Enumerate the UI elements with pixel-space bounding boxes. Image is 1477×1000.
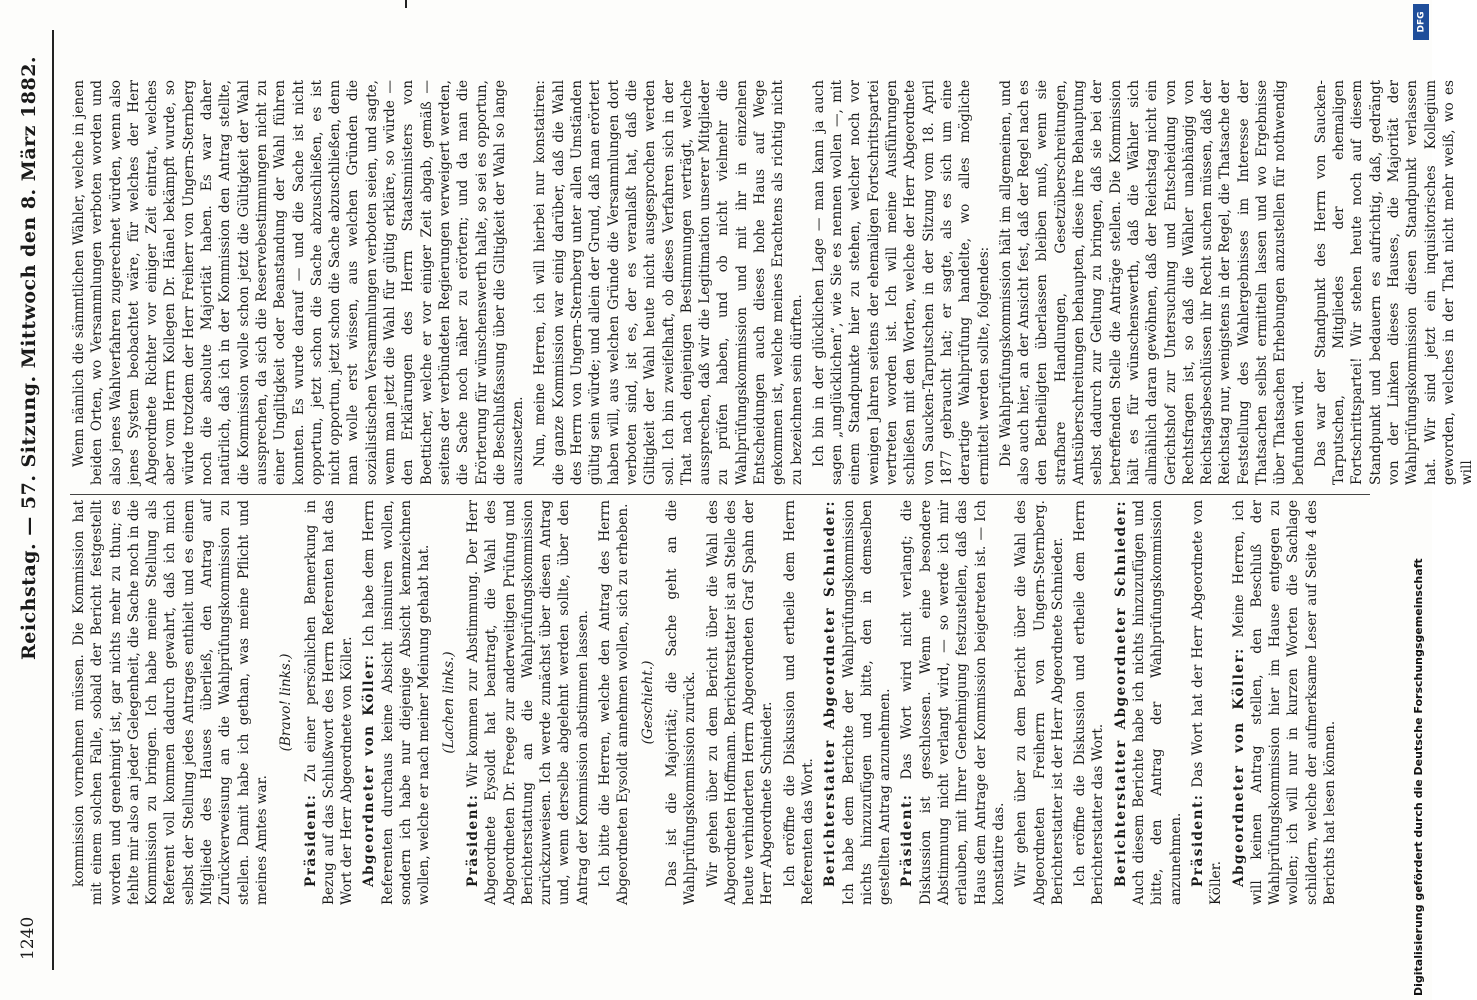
speech-paragraph <box>997 80 1308 485</box>
paragraph-text: Das Wort hat der Herr Abgeordnete von Köller. <box>1189 500 1225 905</box>
speech-paragraph <box>1312 80 1477 485</box>
paragraph-text: Die Wahlprüfungskommission hält im allgemeinen, und also auch hier, an der Ansicht fest, daß der Regel nach es den Betheiligten überlassen bleiben muß, wenn sie strafbare Handlungen, Gesetzüberschreitungen, Amtsüberschreitungen behaupten, diese ihre Behauptung selbst dadurch zur Geltung zu bringen, daß sie bei der betreffenden Stelle die Anträge stellen. Die Kommission hält es für wünschenswerth, daß die Wähler sich allmählich daran gewöhnen, daß der Reichstag nicht ein Gerichtshof zur Untersuchung und Entscheidung von Rechtsfragen ist, so daß die Wähler unabhängig von Reichstagsbeschlüssen ihr Recht suchen müssen, daß der Reichstag nur, wenigstens in der Regel, die Thatsache der Feststellung des Wahlergebnisses im Interesse der Thatsachen selbst ermitteln lassen und wo Ergebnisse über Thatsachen Erhebungen anzustellen für nothwendig befunden wird. <box>997 80 1307 485</box>
speech-paragraph <box>1230 500 1340 905</box>
speaker-name: Präsident: <box>464 793 481 887</box>
page-header <box>18 0 48 1000</box>
paragraph-text: kommission vornehmen müssen. Die Kommission hat mit einem solchen Falle, sobald der Bericht festgestellt worden und genehmigt ist, gar nichts mehr zu thun; es fehlte mir also an jeder Gelegenheit, die Sache noch in die Kommission zu bringen. Ich habe meine Stellung als Referent voll kommen dadurch gewahrt, daß ich mich selbst der Stellung jedes Antrages enthielt und es einem Mitgliede des Hauses überließ, den Antrag auf Zurückverweisung an die Wahlprüfungskommission zu stellen. Damit habe ich gethan, was meine Pflicht und meines Amtes war. <box>71 500 270 905</box>
paragraph-text: Das Wort wird nicht verlangt; die Diskussion ist geschlossen. Wenn eine besondere Abstimmung nicht verlangt wird, — so werde ich mir erlauben, mit Ihrer Genehmigung festzustellen, daß das Haus dem Antrage der Kommission beigetreten ist. — Ich konstatire das. <box>899 500 1007 905</box>
page-number: 1240 <box>18 916 38 960</box>
paragraph-text: Nun, meine Herren, ich will hierbei nur konstatiren: die ganze Kommission war einig darüber, daß die Wahl des Herrn von Ungern-Sternberg unter allen Umständen gültig sein würde; und allein der Grund, daß man erörtert haben will, aus welchen Gründe die Versammlungen dort verboten sind, ist es, der es veranlaßt hat, daß die Giltigkeit der Wahl heute nicht ausgesprochen werden soll. Ich bin zweifelhaft, ob dieses Verfahren sich in der That nach denjenigen Bestimmungen verträgt, welche aussprechen, daß wir die Legitimation unserer Mitglieder zu prüfen haben, und ob nicht vielmehr die Wahlprüfungskommission und mit ihr in einzelnen Entscheidungen auch dieses hohe Haus auf Wege gekommen ist, welche meines Erachtens als richtig nicht zu bezeichnen sein dürften. <box>532 80 805 485</box>
speech-paragraph <box>531 80 805 485</box>
speech-paragraph <box>898 500 1008 905</box>
paragraph-text: Ich eröffne die Diskussion und ertheile dem Herrn Berichterstatter das Wort. <box>1072 500 1107 905</box>
speech-paragraph <box>302 500 357 905</box>
speech-paragraph <box>821 500 894 905</box>
stage-direction: (Lachen links.) <box>440 651 457 754</box>
speech-paragraph <box>1189 500 1226 905</box>
speaker-name: Abgeordneter von Köller: <box>1230 647 1247 887</box>
paragraph-text: Ich habe dem Berichte der Wahlprüfungskommission nichts hinzuzufügen und bitte, den in demselben gestellten Antrag anzunehmen. <box>840 500 894 905</box>
speech-paragraph <box>1071 500 1108 905</box>
paragraph-text: Das ist die Majorität; die Sache geht an die Wahlprüfungskommission zurück. <box>663 500 699 905</box>
speech-paragraph <box>1112 500 1185 905</box>
header-rule <box>52 30 54 970</box>
paragraph-text: Wir gehen über zu dem Bericht über die Wahl des Abgeordneten Hoffmann. Berichterstatter ist an Stelle des heute verhinderten Herrn Abgeordneten Graf Spahn der Herr Abgeordnete Schnieder. <box>704 500 776 905</box>
paragraph-text: Meine Herren, ich will keinen Antrag stellen, den Beschluß der Wahlprüfungskommission hier im Hause entgegen zu wollen; ich will nur in kurzen Worten die Sachlage schildern, welche der aufmerksame Leser auf Seite 4 des Berichts hat lesen können. <box>1230 500 1338 905</box>
paragraph-text: Ich bitte die Herren, welche den Antrag des Herrn Abgeordneten Eysoldt annehmen wollen, sich zu erheben. <box>597 500 632 905</box>
paragraph-text: Ich eröffne die Diskussion und ertheile dem Herrn Referenten das Wort. <box>781 500 816 905</box>
stage-direction: (Bravo! links.) <box>278 653 295 752</box>
speech-paragraph <box>70 80 527 485</box>
paragraph-text: Wir kommen zur Abstimmung. Der Herr Abgeordnete Eysoldt hat beantragt, die Wahl des Abgeordneten Dr. Freege zur anderweitigen Prüfung und Berichterstattung an die Wahlprüfungskommission zurückzuweisen. Ich werde zunächst über diesen Antrag und, wenn derselbe abgelehnt werden sollte, über den Antrag der Kommission abstimmen lassen. <box>464 499 591 905</box>
speech-paragraph <box>596 500 633 905</box>
speech-paragraph <box>360 500 433 905</box>
right-text-column <box>70 80 1476 485</box>
digitization-credit <box>1411 6 1431 1000</box>
paragraph-text: Auch diesem Berichte habe ich nichts hinzuzufügen und bitte, den Antrag der Wahlprüfungskommission anzunehmen. <box>1131 500 1184 905</box>
speaker-name: Berichterstatter Abgeordneter Schnieder: <box>822 500 839 887</box>
stage-direction: (Geschieht.) <box>639 660 656 745</box>
speech-paragraph <box>464 500 592 905</box>
dfg-logo: DFG <box>1413 4 1429 40</box>
speech-paragraph <box>70 500 271 905</box>
speaker-name: Präsident: <box>899 793 916 887</box>
scan-edge-mark <box>405 0 407 8</box>
credit-text: Digitalisierung gefördert durch die Deutsche Forschungsgemeinschaft <box>1412 558 1425 996</box>
speech-paragraph <box>704 500 777 905</box>
column-divider <box>70 494 1370 495</box>
paragraph-text: Wir gehen über zu dem Bericht über die Wahl des Abgeordneten Freiherrn von Ungern-Sternberg. Berichterstatter ist der Herr Abgeordnete Schnieder. <box>1013 500 1066 905</box>
speaker-name: Berichterstatter Abgeordneter Schnieder: <box>1112 500 1129 887</box>
paragraph-text: Das war der Standpunkt des Herrn von Saucken-Tarputschen, Mitgliedes der ehemaligen Fortschrittspartei! Wir stehen heute noch auf diesem Standpunkt und bedauern es aufrichtig, daß, gedrängt von der Linken dieses Hauses, die Majorität der Wahlprüfungskommission diesen Standpunkt verlassen hat. Wir sind jetzt ein inquisitorisches Kollegium geworden, welches in der That nicht mehr weiß, wo es will <box>1312 80 1476 485</box>
speech-paragraph <box>663 500 700 905</box>
speaker-name: Abgeordneter von Köller: <box>361 653 378 887</box>
speech-paragraph <box>810 80 993 485</box>
paragraph-text: Wenn nämlich die sämmtlichen Wähler, welche in jenen beiden Orten, wo Versammlungen verboten worden und also jenes Wahlverfahren zugerechnet würden, wenn also jenes System beobachtet wäre, für welches der Herr Abgeordnete Richter vor einiger Zeit eintrat, welches aber vom Herrn Kollegen Dr. Hänel bekämpft wurde, so würde trotzdem der Herr Freiherr von Ungern-Sternberg noch die absolute Majorität haben. Es war daher natürlich, daß ich in der Kommission den Antrag stellte, die Kommission wolle schon jetzt die Gültigkeit der Wahl aussprechen, da sich die Reservebestimmungen nicht zu einer Ungiltigkeit oder Beanstandung der Wahl führen konnten. Es wurde darauf — und die Sache ist nicht opportun, jetzt schon die Sache abzuschließen, es ist nicht opportun, jetzt schon die Sache abzuschließen, denn man wolle erst wissen, aus welchen Gründen die sozialistischen Versammlungen verboten seien, und sagte, wenn man jetzt die Wahl für gültig erkläre, so würde — den Erklärungen des Herrn Staatsministers von Boetticher, welche er vor einiger Zeit abgab, gemäß — seitens der verbündeten Regierungen verweigert werden, die Sache noch näher zu erörtern; und da man die Erörterung für wünschenswerth halte, so sei es opportun, die Beschlußfassung über die Giltigkeit der Wahl so lange auszusetzen. <box>71 80 527 485</box>
speaker-name: Präsident: <box>1189 793 1206 887</box>
running-head: Reichstag. — 57. Sitzung. Mittwoch den 8. März 1882. <box>18 55 40 660</box>
paragraph-text: Ich habe dem Herrn Referenten durchaus keine Absicht insinuiren wollen, sondern ich habe nur diejenige Absicht kennzeichnen wollen, welche er nach meiner Meinung gehabt hat. <box>361 500 433 905</box>
paragraph-text: Ich bin in der glücklichen Lage — man kann ja auch sagen „unglücklichen“, wie Sie es nennen wollen —, mit einem Standpunkte hier zu stehen, welcher noch vor wenigen Jahren seitens der ehemaligen Fortschrittspartei vertreten worden ist. Ich will meine Ausführungen schließen mit den Worten, welche der Herr Abgeordnete von Saucken-Tarputschen in der Sitzung vom 18. April 1877 gebraucht hat; er sagte, als es sich um eine derartige Wahlprüfung handelte, wo alles mögliche ermittelt werden sollte, folgendes: <box>810 80 992 485</box>
paragraph-text: Zu einer persönlichen Bemerkung in Bezug auf das Schlußwort des Herrn Referenten hat das Wort der Herr Abgeordnete von Köller. <box>302 500 356 905</box>
speaker-name: Präsident: <box>302 793 319 887</box>
speech-paragraph <box>1012 500 1067 905</box>
speech-paragraph <box>781 500 818 905</box>
left-text-column <box>70 500 1370 905</box>
